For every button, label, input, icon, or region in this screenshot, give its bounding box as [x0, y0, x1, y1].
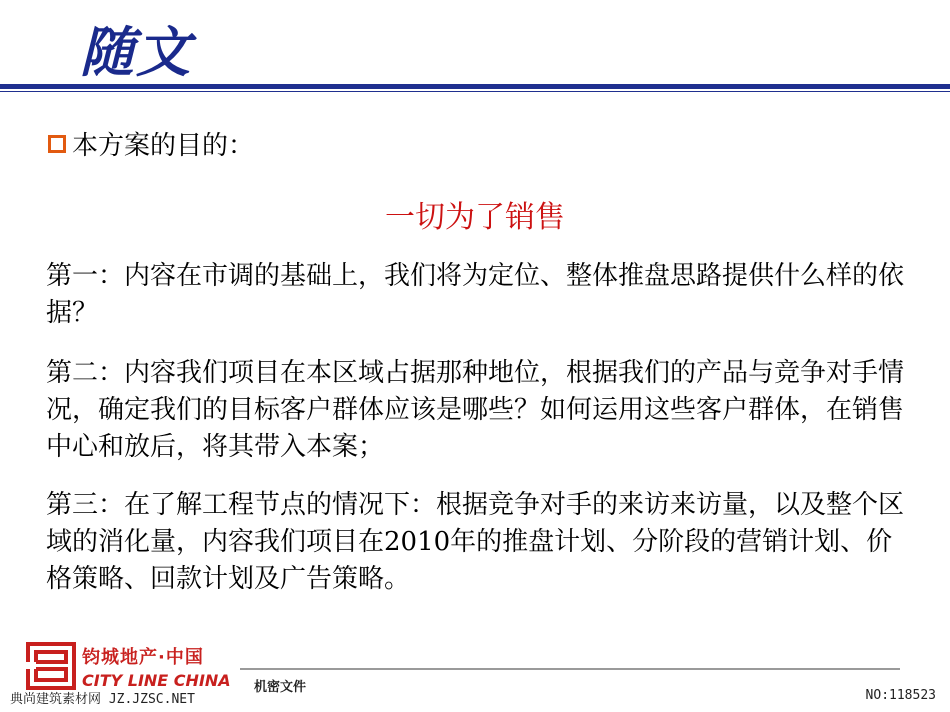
- title-divider-thin: [0, 91, 950, 92]
- watermark-number: NO:118523: [865, 688, 936, 703]
- logo-mark-icon: [26, 642, 76, 690]
- square-bullet-icon: [48, 135, 66, 153]
- bullet-heading: 本方案的目的：: [72, 131, 255, 161]
- paragraph-3: 第三：在了解工程节点的情况下：根据竞争对手的来访来访量，以及整个区域的消化量，内容我们项目在2010年的推盘计划、分阶段的营销计划、价格策略、回款计划及广告策略。: [46, 490, 905, 594]
- confidential-label: 机密文件: [254, 680, 307, 695]
- footer-divider: [240, 668, 900, 670]
- paragraph-1: 第一：内容在市调的基础上，我们将为定位、整体推盘思路提供什么样的依据？: [46, 261, 905, 328]
- title-divider: [0, 84, 950, 89]
- logo-chinese-name: 钧城地产·中国: [82, 646, 204, 668]
- paragraph-2: 第二：内容我们项目在本区域占据那种地位，根据我们的产品与竞争对手情况，确定我们的目标客户群体应该是哪些？如何运用这些客户群体，在销售中心和放后，将其带入本案；: [46, 358, 905, 462]
- slide-subtitle: 一切为了销售: [385, 200, 565, 235]
- slide-title: 随文: [80, 20, 192, 84]
- watermark-source: 典尚建筑素材网 JZ.JZSC.NET: [10, 692, 195, 707]
- logo-english-name: CITY LINE CHINA: [82, 670, 231, 690]
- company-logo: [26, 642, 231, 690]
- bullet-heading-row: [48, 125, 254, 162]
